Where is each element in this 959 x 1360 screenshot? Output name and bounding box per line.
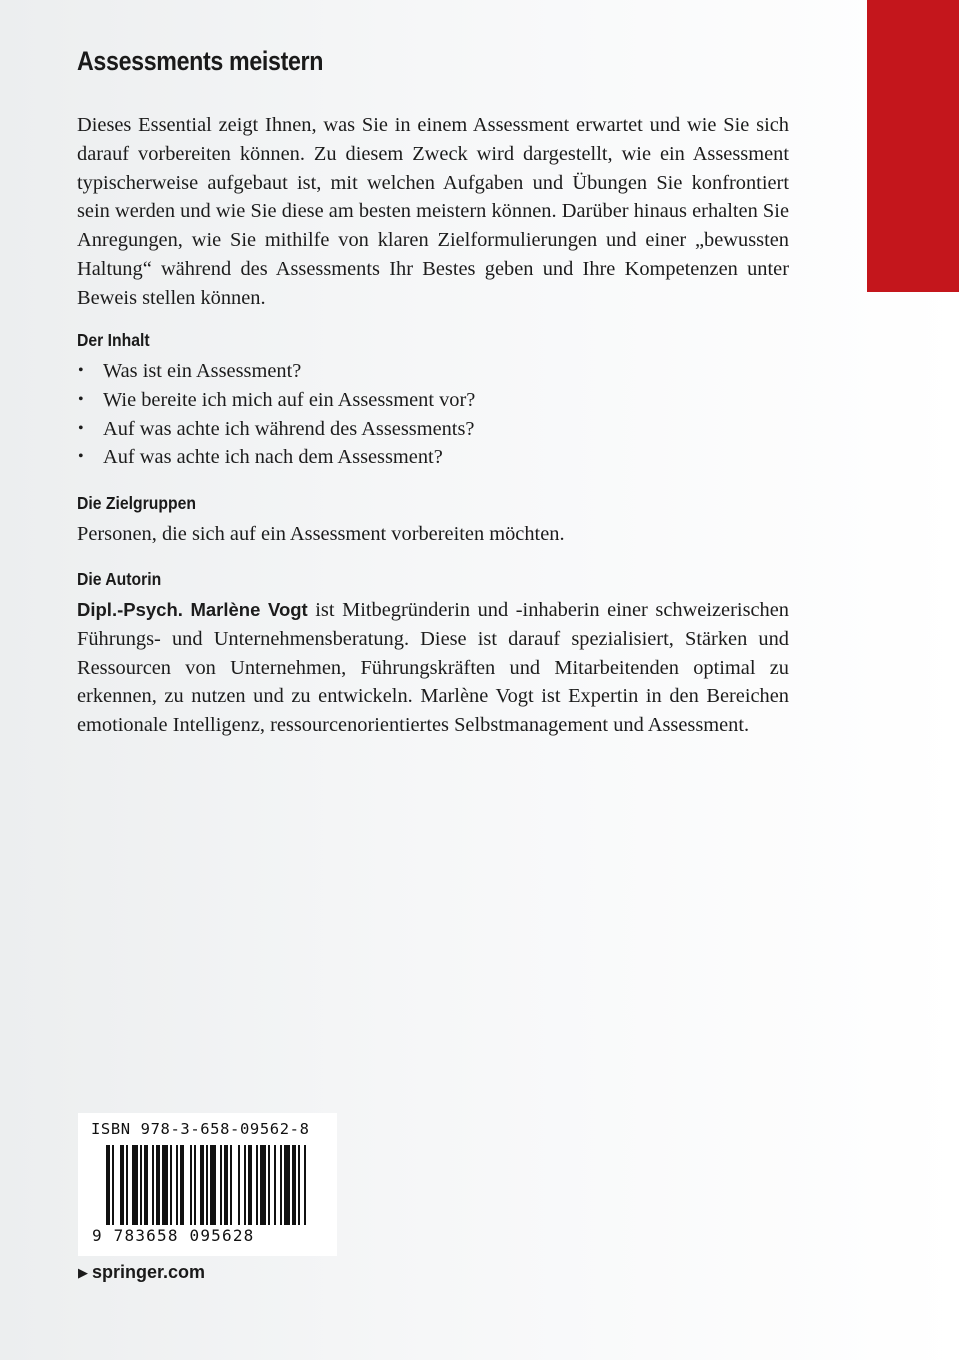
barcode-bar (176, 1145, 178, 1225)
isbn-barcode (78, 1113, 337, 1256)
barcode-bar (156, 1145, 160, 1225)
barcode-bar (194, 1145, 196, 1225)
barcode-bar (274, 1145, 276, 1225)
red-accent-band (867, 0, 959, 292)
barcode-bar (280, 1145, 282, 1225)
barcode-bar (268, 1145, 270, 1225)
barcode-bar (224, 1145, 228, 1225)
isbn-text: ISBN 978-3-658-09562-8 (91, 1120, 310, 1138)
barcode-digits: 9 783658 095628 (92, 1226, 255, 1245)
barcode-bar (292, 1145, 296, 1225)
barcode-bar (140, 1145, 142, 1225)
barcode-bar (132, 1145, 138, 1225)
author-heading: Die Autorin (77, 569, 162, 589)
barcode-bar (152, 1145, 154, 1225)
barcode-bar (260, 1145, 266, 1225)
barcode-bar (238, 1145, 240, 1225)
publisher-link[interactable] (78, 1262, 205, 1283)
barcode-bar (126, 1145, 128, 1225)
author-bio-text: ist Mitbegründerin und -inhaberin einer schweizerischen Führungs- und Unternehmensberatung. Diese ist darauf spezialisiert, Stärken und Ressourcen von Unternehmen, Führungskräften und Mitarbeitenden optimal zu erkennen, zu nutzen und zu entwickeln. Marlène Vogt ist Expertin in den Bereichen emotionale Intelligenz, ressourcenorientiertes Selbstmanagement und Assessment. (77, 599, 789, 737)
intro-paragraph: Dieses Essential zeigt Ihnen, was Sie in einem Assessment erwartet und wie Sie sich darauf vorbereiten können. Zu diesem Zweck wird dargestellt, wie ein Assessment typischerweise aufgebaut ist, mit welchen Aufgaben und Übungen Sie konfrontiert sein werden und wie Sie diese am besten meistern können. Darüber hinaus erhalten Sie Anregungen, wie Sie mithilfe von klaren Zielformulierungen und einer „bewussten Haltung“ während des Assessments Ihr Bestes geben und Ihre Kompetenzen unter Beweis stellen können. (77, 114, 789, 309)
bullet-icon: • (78, 448, 84, 466)
page-title: Assessments meistern (77, 46, 324, 76)
barcode-bar (200, 1145, 204, 1225)
author-name: Dipl.-Psych. Marlène Vogt (77, 599, 308, 620)
target-group-heading: Die Zielgruppen (77, 493, 197, 513)
list-item-text: Auf was achte ich nach dem Assessment? (103, 446, 443, 469)
barcode-bar (106, 1145, 110, 1225)
barcode-bar (244, 1145, 246, 1225)
barcode-bar (256, 1145, 258, 1225)
barcode-bar (206, 1145, 208, 1225)
barcode-bar (170, 1145, 172, 1225)
barcode-bar (304, 1145, 306, 1225)
barcode-bar (144, 1145, 148, 1225)
list-item (77, 443, 789, 472)
barcode-bar (180, 1145, 184, 1225)
barcode-bar (190, 1145, 192, 1225)
barcode-bar (284, 1145, 290, 1225)
list-item (77, 386, 789, 415)
list-item (77, 415, 789, 444)
barcode-bar (298, 1145, 300, 1225)
barcode-bar (220, 1145, 222, 1225)
list-item-text: Wie bereite ich mich auf ein Assessment vor? (103, 388, 476, 411)
barcode-bar (210, 1145, 216, 1225)
barcode-bar (248, 1145, 252, 1225)
bullet-icon: • (78, 362, 84, 379)
bullet-icon: • (78, 419, 84, 437)
barcode-bar (112, 1145, 114, 1225)
list-item-text: Was ist ein Assessment? (103, 360, 302, 382)
contents-list (77, 357, 789, 472)
bullet-icon: • (78, 390, 84, 408)
list-item (77, 357, 789, 386)
play-arrow-icon: ▶ (78, 1265, 88, 1280)
barcode-bars (106, 1145, 312, 1237)
publisher-url: springer.com (92, 1262, 206, 1282)
contents-heading: Der Inhalt (77, 330, 150, 350)
list-item-text: Auf was achte ich während des Assessments? (103, 417, 475, 440)
target-group-text: Personen, die sich auf ein Assessment vorbereiten möchten. (77, 523, 565, 545)
author-bio (77, 596, 789, 740)
barcode-bar (162, 1145, 168, 1225)
barcode-bar (120, 1145, 124, 1225)
barcode-bar (230, 1145, 232, 1225)
